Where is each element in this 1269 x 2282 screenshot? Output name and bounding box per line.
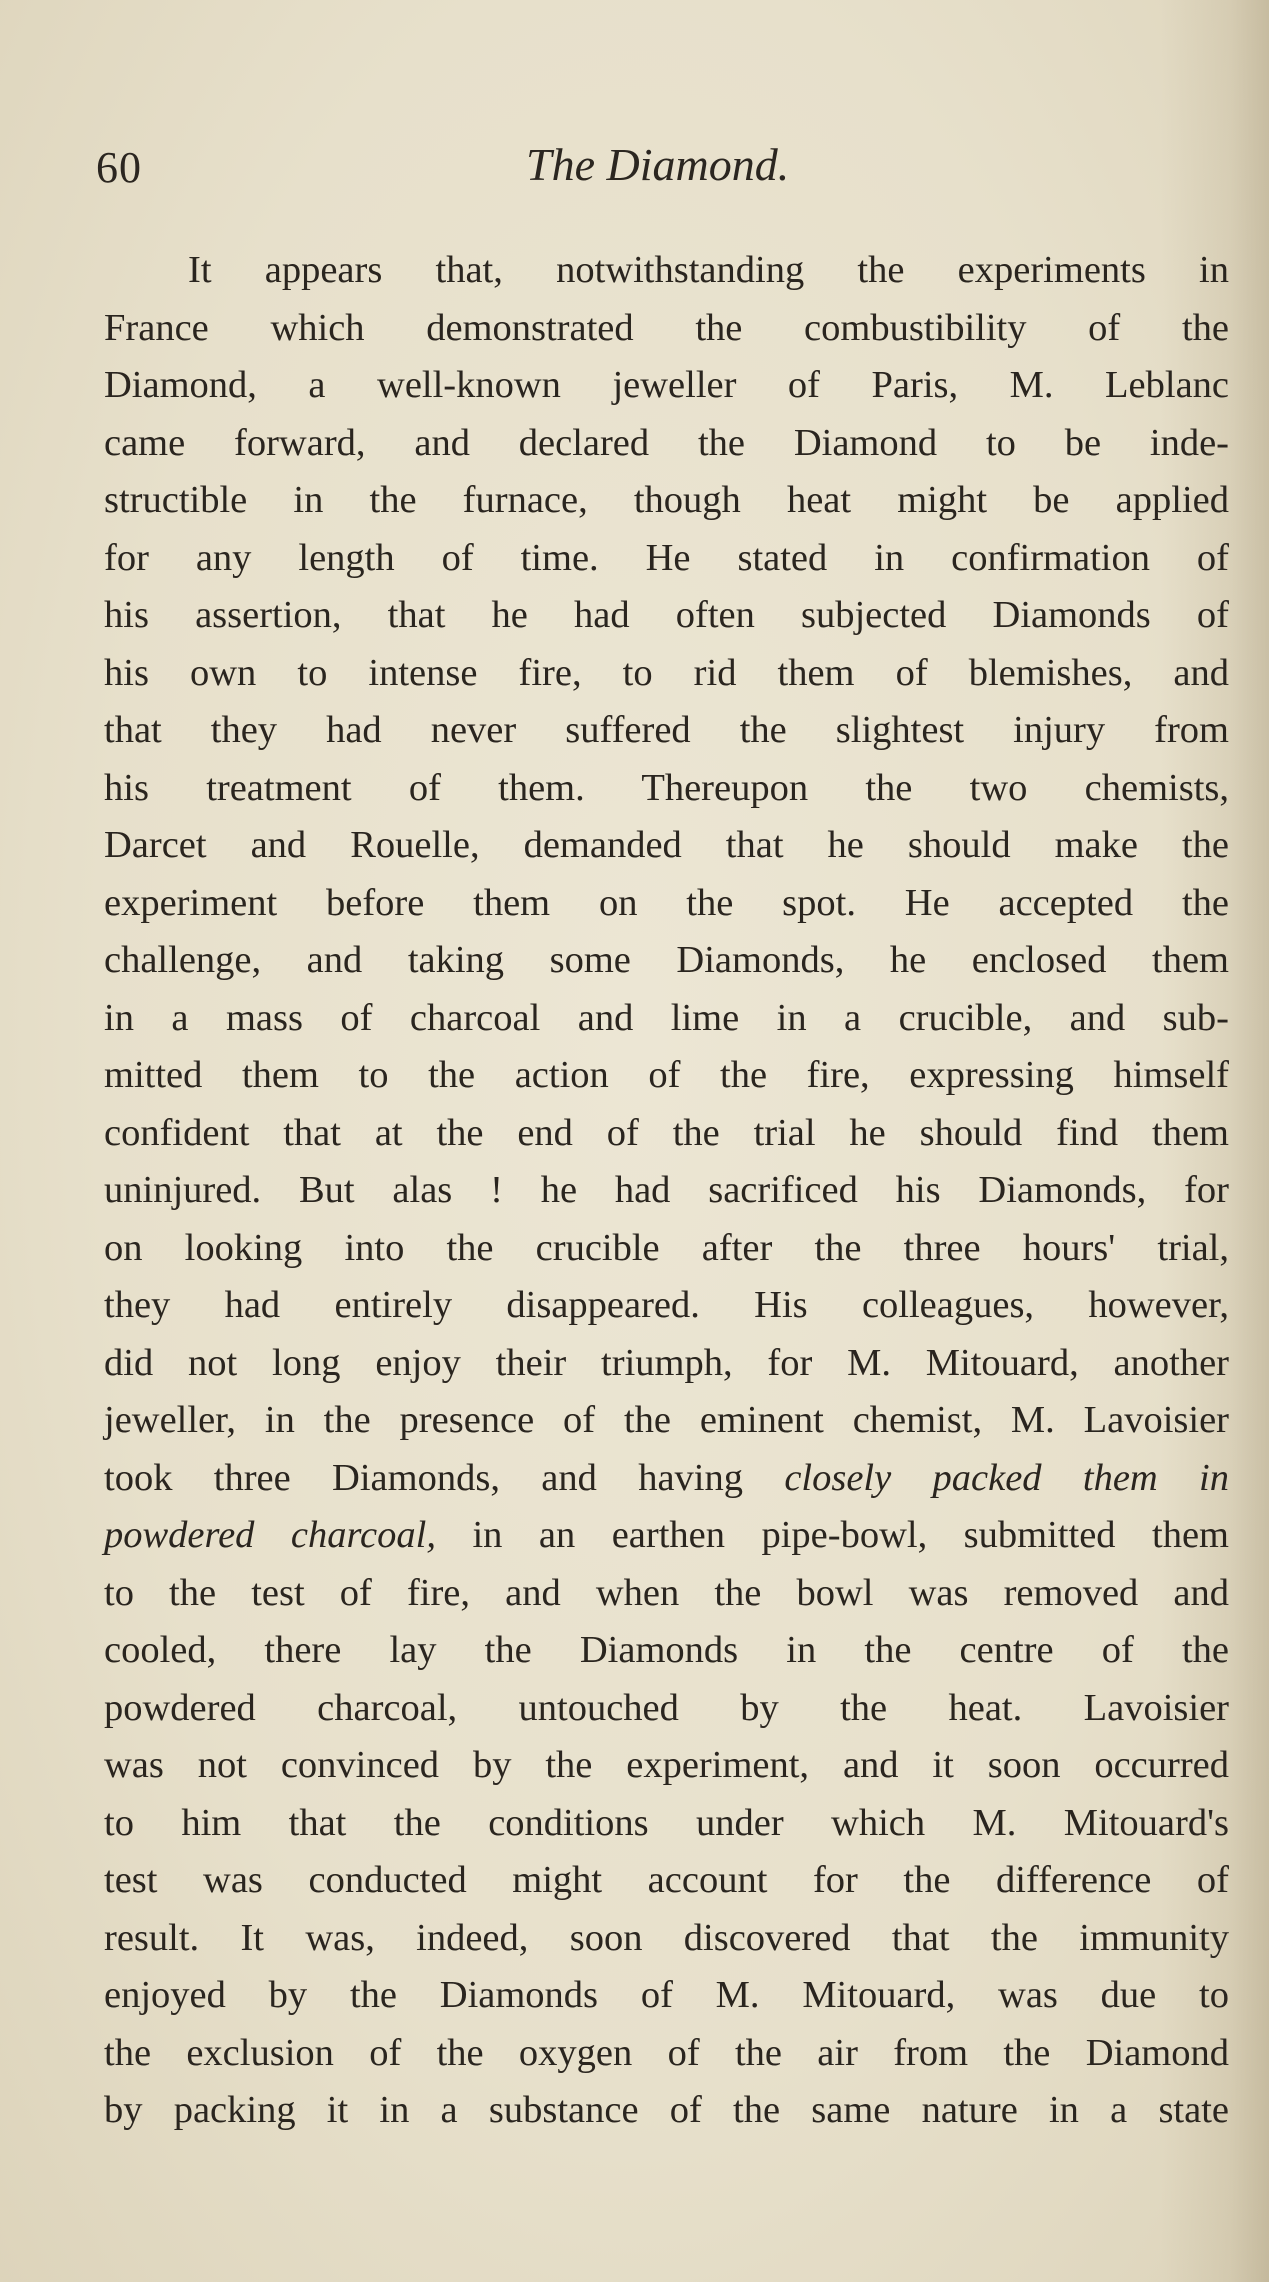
body-text (104, 242, 1229, 2140)
italic-emphasis: powdered charcoal, (104, 1514, 436, 1556)
text-line: cooled, there lay the Diamonds in the centre of the (104, 1629, 1229, 1671)
text-line: that they had never suffered the slightest injury from (104, 709, 1229, 751)
text-line: for any length of time. He stated in confirmation of (104, 536, 1229, 579)
text-span: in an earthen pipe-bowl, submitted them (435, 1514, 1229, 1556)
text-line: to the test of fire, and when the bowl was removed and (104, 1571, 1229, 1614)
text-line: test was conducted might account for the difference of (104, 1859, 1229, 1901)
text-line: in a mass of charcoal and lime in a crucible, and sub- (104, 996, 1229, 1039)
text-line: jeweller, in the presence of the eminent chemist, M. Lavoisier (104, 1399, 1229, 1441)
text-line: experiment before them on the spot. He accepted the (104, 881, 1229, 924)
text-line-mixed (104, 1507, 1229, 1565)
text-line: the exclusion of the oxygen of the air from the Diamond (104, 2031, 1229, 2074)
text-line: came forward, and declared the Diamond to be inde- (104, 421, 1229, 464)
text-line: uninjured. But alas ! he had sacrificed his Diamonds, for (104, 1169, 1229, 1211)
text-line: It appears that, notwithstanding the experiments in (188, 249, 1229, 291)
running-head: The Diamond. (526, 139, 790, 190)
text-line: by packing it in a substance of the same nature in a state (104, 2089, 1229, 2131)
text-line: France which demonstrated the combustibility of the (104, 306, 1229, 349)
text-line: structible in the furnace, though heat might be applied (104, 479, 1229, 521)
text-line: on looking into the crucible after the three hours' trial, (104, 1226, 1229, 1269)
text-line: enjoyed by the Diamonds of M. Mitouard, was due to (104, 1974, 1229, 2016)
text-line: his treatment of them. Thereupon the two chemists, (104, 766, 1229, 809)
text-line-mixed (104, 1450, 1229, 1508)
text-line: Darcet and Rouelle, demanded that he should make the (104, 824, 1229, 866)
page-number: 60 (96, 143, 142, 192)
text-line: powdered charcoal, untouched by the heat. Lavoisier (104, 1686, 1229, 1729)
text-span: took three Diamonds, and having (104, 1456, 785, 1499)
text-line: was not convinced by the experiment, and it soon occurred (104, 1744, 1229, 1786)
text-line: result. It was, indeed, soon discovered that the immunity (104, 1916, 1229, 1959)
text-line: to him that the conditions under which M. Mitouard's (104, 1801, 1229, 1844)
text-line: mitted them to the action of the fire, expressing himself (104, 1054, 1229, 1096)
text-line: did not long enjoy their triumph, for M. Mitouard, another (104, 1341, 1229, 1384)
text-line: they had entirely disappeared. His colleagues, however, (104, 1284, 1229, 1326)
text-line: challenge, and taking some Diamonds, he enclosed them (104, 939, 1229, 981)
italic-emphasis: closely packed them in (784, 1456, 1229, 1499)
text-line: Diamond, a well-known jeweller of Paris, M. Leblanc (104, 364, 1229, 406)
page-header (96, 139, 1196, 202)
text-line: confident that at the end of the trial he should find them (104, 1111, 1229, 1154)
text-line: his own to intense fire, to rid them of blemishes, and (104, 651, 1229, 694)
text-line: his assertion, that he had often subjected Diamonds of (104, 594, 1229, 636)
